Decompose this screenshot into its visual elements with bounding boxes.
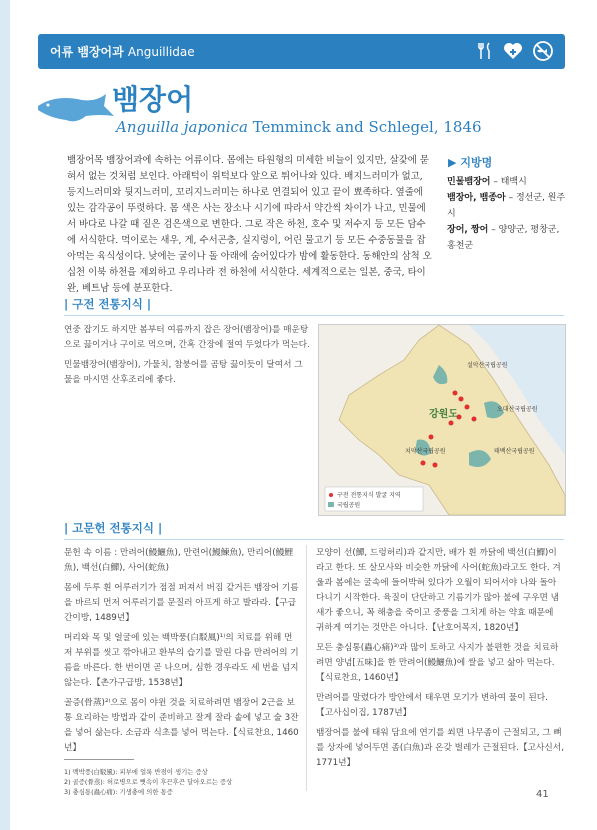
intro-text: 뱀장어목 뱀장어과에 속하는 어류이다. 몸에는 타원형의 미세한 비늘이 있지만, 살갗에 묻혀서 없는 것처럼 보인다. 아래턱이 위턱보다 앞으로 튀어나와 있다. 배지느러미가 없고, 등지느러미와 뒷지느러미, 꼬리지느러미는 하나로 연결되어 있고 끝이 뾰족하다. 옆줄에 있는 감각공이 뚜렷하다. 몸 색은 사는 장소나 시기에 따라서 약간씩 차이가 나고, 민물에서 바다로 나갈 때 짙은 검은색으로 변한다. 그로 작은 하천, 호수 및 저수지 등 모든 담수에 서식한다. 먹이로는 새우, 게, 수서곤충, 실지렁이, 어린 물고기 등 모든 수중동물을 잡아먹는 육식성이다. 낮에는 굴이나 돌 아래에 숨어있다가 밤에 활동한다. 동해안의 삼척 오십천 이북 하천을 제외하고 우리나라 전 하천에 서식한다. 세계적으로는 일본, 중국, 타이완, 베트남 등에 분포한다. [67, 155, 432, 294]
map-park-label: 오대산국립공원 [497, 406, 538, 413]
header-category-ko: 어류 뱀장어과 [50, 45, 124, 59]
heart-plus-icon [502, 40, 524, 62]
fork-knife-icon [474, 40, 496, 62]
page-number: 41 [536, 789, 549, 800]
regional-heading-label: 지방명 [460, 156, 493, 169]
header-category-en: Anguillidae [127, 45, 195, 59]
map-park-label: 설악산국립공원 [467, 362, 508, 369]
footnote: 2) 골증(骨蒸): 허로병으로 뼛속이 후끈후끈 달아오르는 증상 [64, 778, 233, 786]
literature-paragraph: 머리와 목 및 얼굴에 있는 백박풍(白駁風)¹⁾의 치료를 위해 먼저 부위를 씻고 깎아내고 환부의 습기를 말린 다음 만려어의 기름을 바른다. 한 번이면 곧 나으며, 심한 경우라도 세 번을 넘지 않는다.【촌가구급방, 1538년】 [64, 633, 299, 688]
footnote: 3) 충심통(蟲心痛): 기생충에 의한 통증 [64, 788, 173, 796]
triangle-bullet-icon: ▶ [448, 156, 457, 169]
footnote: 1) 백박풍(白駁風): 피부에 얼룩 반점이 생기는 증상 [64, 768, 208, 776]
oral-section-body [64, 323, 310, 393]
regional-item-region: 태백시 [500, 177, 527, 187]
scientific-author: Temminck and Schlegel, 1846 [252, 118, 482, 136]
literature-paragraph: 모든 충심통(蟲心痛)³⁾과 많이 토하고 사지가 불편한 것을 치료하려면 양념[五味]을 한 만려어(鰻鱺魚)에 쌀을 넣고 삶아 먹는다.【식료찬요, 1460년】 [316, 643, 559, 683]
regional-item-region: 양양군, 평창군, 홍천군 [447, 225, 560, 251]
literature-paragraph: 만려어를 말렸다가 방안에서 태우면 모기가 변하여 물이 된다.【고사십이집, 1787년】 [316, 693, 548, 718]
map-park-label: 태백산국립공원 [494, 448, 535, 455]
regional-item-name: 장어, 짱어 [447, 225, 489, 235]
no-fishing-icon [532, 40, 554, 62]
footnotes [64, 767, 232, 797]
fish-silhouette-icon [36, 86, 116, 134]
section-divider [64, 539, 564, 540]
regional-item: 민물뱀장어 – 태백시 [447, 177, 527, 187]
section-divider [64, 315, 564, 316]
regional-item-region: 정선군, 원주시 [447, 193, 566, 219]
scientific-name: Anguilla japonica [116, 118, 248, 136]
side-stripe [0, 0, 10, 830]
column-divider [306, 545, 307, 791]
regional-item: 뱀장아, 뱀종아 – 정선군, 원주시 [447, 193, 566, 219]
regional-names-list [447, 174, 567, 254]
regional-item-name: 민물뱀장어 [447, 177, 491, 187]
literature-right-column [316, 546, 564, 776]
header-bar [38, 34, 565, 69]
map-legend-item: 국립공원 [337, 502, 361, 509]
regional-names-heading [448, 154, 492, 170]
regional-item-name: 뱀장아, 뱀종아 [447, 193, 506, 203]
species-name-ko: 뱀장어 [112, 83, 194, 116]
species-scientific-name [116, 118, 482, 136]
literature-paragraph: 문헌 속 이름 : 만려어(鰻鱺魚), 만련어(鰻鰊魚), 만리어(鰻鯉魚), 백선(白鱓), 사어(蛇魚) [64, 548, 293, 573]
header-title [50, 43, 195, 60]
map-legend-item: 구전 전통지식 발굴 지역 [337, 492, 401, 499]
literature-section-heading: | 고문헌 전통지식 | [64, 521, 163, 535]
literature-paragraph: 몸에 두루 흰 어루러기가 점점 퍼져서 버짐 같거든 뱀장어 기름을 바르되 먼저 어루러기를 문질러 아프게 하고 발라라.【구급간이방, 1489년】 [64, 583, 299, 623]
literature-paragraph: 골증(骨蒸)²⁾으로 몸이 야윈 것을 치료하려면 뱀장어 2근을 보통 요리하는 방법과 같이 준비하고 잘게 잘라 솥에 넣고 술 3잔을 넣어 삶는다. 소금과 식초를 넣어 먹는다.【식료찬요, 1460년】 [64, 698, 299, 753]
literature-paragraph: 모양이 선(鱓, 드렁허리)과 같지만, 배가 흰 까닭에 백선(白鱓)이라고 한다. 또 살모사와 비슷한 까닭에 사어(蛇魚)라고도 한다. 겨울과 봄에는 굴속에 들어박혀 있다가 오월이 되어서야 나와 돌아다니기 시작한다. 육질이 단단하고 기름기가 많아 불에 구우면 냄새가 좋으니, 꼭 해충을 죽이고 중풍을 그치게 하는 약효 때문에 귀하게 여기는 것만은 아니다.【난호어목지, 1820년】 [316, 548, 561, 633]
regional-item: 장어, 짱어 – 양양군, 평창군, 홍천군 [447, 225, 560, 251]
gangwon-map [318, 324, 566, 516]
footnote-rule [64, 759, 134, 760]
literature-paragraph: 뱀장어를 불에 태워 담요에 연기를 쐬면 나무좀이 근절되고, 그 뼈를 상자에 넣어두면 좀(白魚)과 온갖 벌레가 근절된다.【고사신서, 1771년】 [316, 728, 564, 768]
literature-left-column [64, 546, 300, 761]
map-province-label: 강원도 [429, 409, 458, 420]
oral-section-heading: | 구전 전통지식 | [64, 297, 152, 311]
oral-paragraph: 연중 잡기도 하지만 봄부터 여름까지 잡은 장어(뱀장어)를 매운탕으로 끓이거나 구이로 먹으며, 간혹 간장에 절여 두었다가 먹는다. [64, 325, 310, 350]
map-park-label: 치악산국립공원 [405, 448, 446, 455]
oral-paragraph: 민물뱀장어(뱀장어), 가물치, 참붕어를 곰탕 끓이듯이 달여서 그 물을 마시면 산후조리에 좋다. [64, 360, 303, 385]
